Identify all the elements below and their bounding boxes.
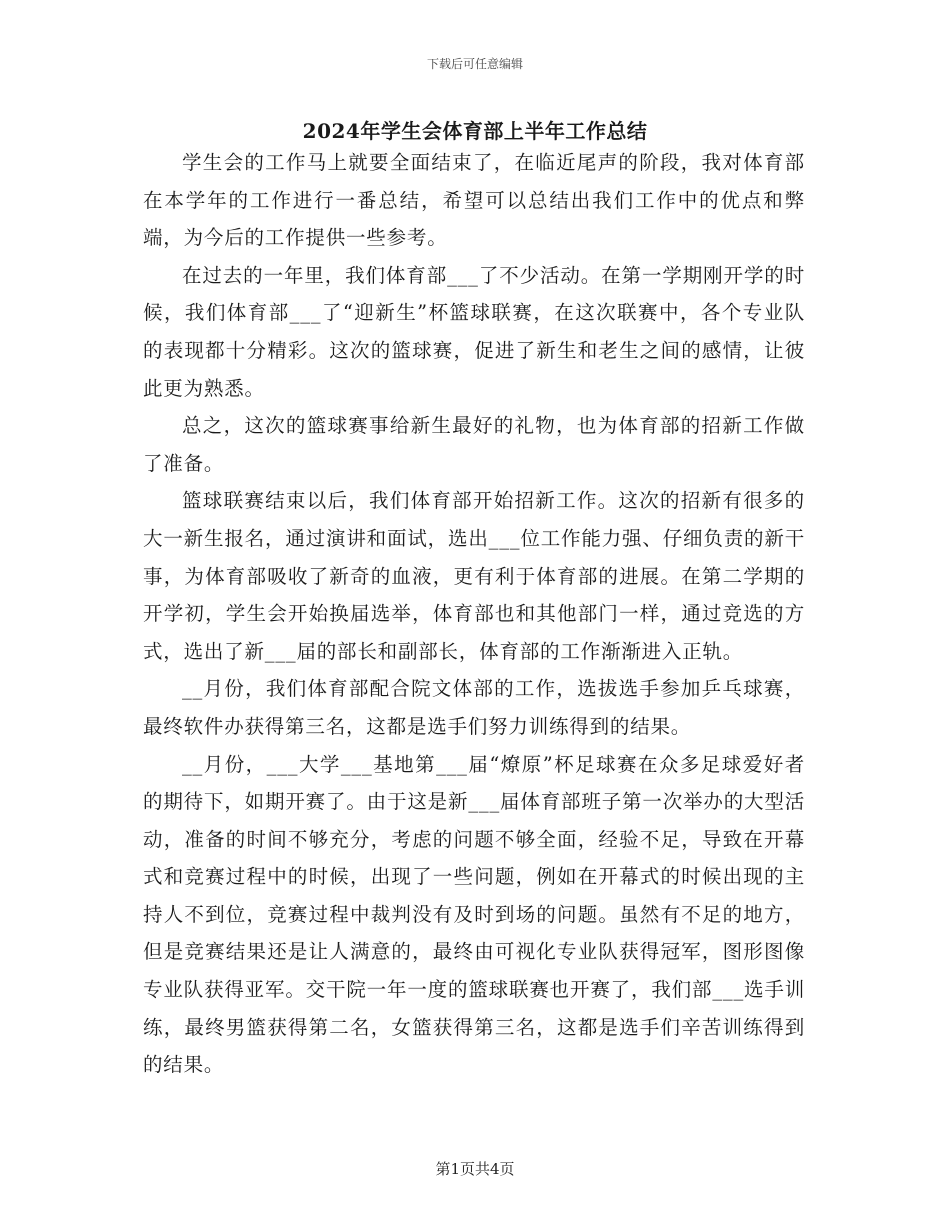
document-title: 2024年学生会体育部上半年工作总结: [302, 119, 648, 143]
paragraph-4: 篮球联赛结束以后，我们体育部开始招新工作。这次的招新有很多的大一新生报名，通过演讲和面试，选出___位工作能力强、仔细负责的新干事，为体育部吸收了新奇的血液，更有利于体育部的进展。在第二学期的开学初，学生会开始换届选举，体育部也和其他部门一样，通过竞选的方式，选出了新___届的部长和副部长，体育部的工作渐渐进入正轨。: [143, 489, 805, 663]
paragraph-1: 学生会的工作马上就要全面结束了，在临近尾声的阶段，我对体育部在本学年的工作进行一番总结，希望可以总结出我们工作中的优点和弊端，为今后的工作提供一些参考。: [143, 151, 805, 250]
paragraph-3: 总之，这次的篮球赛事给新生最好的礼物，也为体育部的招新工作做了准备。: [143, 414, 805, 475]
paragraph-5: __月份，我们体育部配合院文体部的工作，选拔选手参加乒乓球赛，最终软件办获得第三名，这都是选手们努力训练得到的结果。: [143, 677, 805, 738]
page-number-footer: 第1页共4页: [435, 1160, 515, 1178]
document-body: [143, 144, 805, 1084]
paragraph-2: 在过去的一年里，我们体育部___了不少活动。在第一学期刚开学的时候，我们体育部___了“迎新生”杯篮球联赛，在这次联赛中，各个专业队的表现都十分精彩。这次的篮球赛，促进了新生和老生之间的感情，让彼此更为熟悉。: [143, 263, 805, 400]
paragraph-6: __月份，___大学___基地第___届“燎原”杯足球赛在众多足球爱好者的期待下，如期开赛了。由于这是新___届体育部班子第一次举办的大型活动，准备的时间不够充分，考虑的问题不够全面，经验不足，导致在开幕式和竞赛过程中的时候，出现了一些问题，例如在开幕式的时候出现的主持人不到位，竞赛过程中裁判没有及时到场的问题。虽然有不足的地方，但是竞赛结果还是让人满意的，最终由可视化专业队获得冠军，图形图像专业队获得亚军。交干院一年一度的篮球联赛也开赛了，我们部___选手训练，最终男篮获得第二名，女篮获得第三名，这都是选手们辛苦训练得到的结果。: [143, 752, 805, 1077]
header-note: 下载后可任意编辑: [426, 57, 523, 71]
